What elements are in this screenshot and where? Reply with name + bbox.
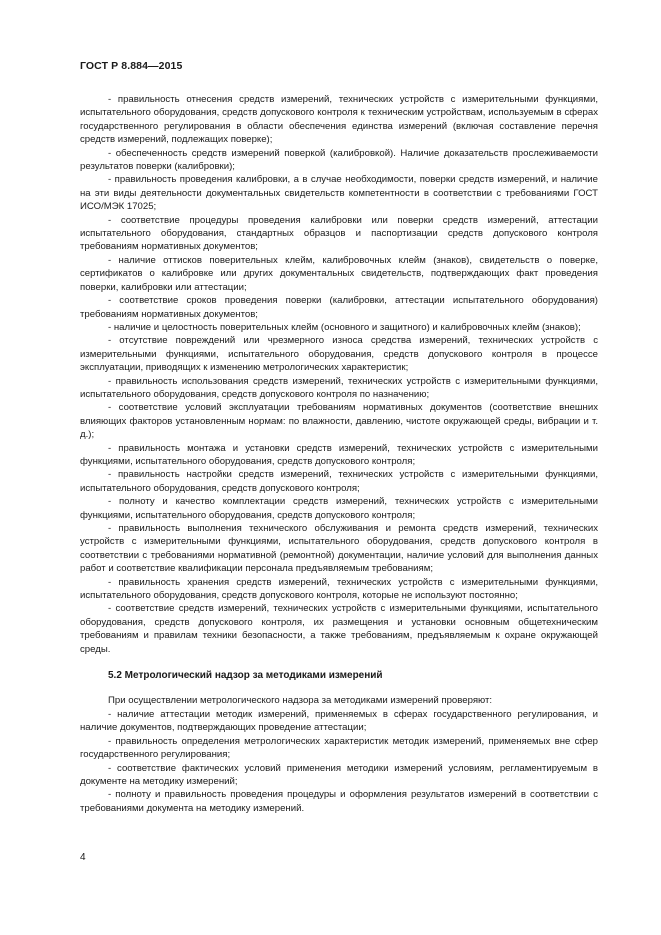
list-item: - наличие и целостность поверительных клейм (основного и защитного) и калибровочных клейм (знаков); (108, 321, 581, 333)
list-item: - соответствие условий эксплуатации требованиям нормативных документов (соответствие внешних влияющих факторов установленным нормам: по влажности, давлению, чистоте окружающей среды, вибрации и т. д.); (80, 402, 598, 441)
list-item: - полноту и правильность проведения процедуры и оформления результатов измерений в соответствии с требованиями документа на методику измерений. (80, 789, 598, 814)
list-item: - правильность монтажа и установки средств измерений, технических устройств с измерительными функциями, испытательного оборудования, средств допускового контроля; (80, 442, 598, 467)
document-body (80, 93, 598, 815)
list-item: - правильность отнесения средств измерений, технических устройств с измерительными функциями, испытательного оборудования, средств допускового контроля к техническим устройствам, используемым в сферах государственного регулирования в области обеспечения единства измерений (включая составление перечня средств измерений, подлежащих поверке); (80, 94, 598, 146)
list-item: - правильность определения метрологических характеристик методик измерений, применяемых вне сфер государственного регулирования; (80, 735, 598, 761)
list-item: - правильность проведения калибровки, а в случае необходимости, поверки средств измерений, и наличие на эти виды деятельности документальных свидетельств компетентности в соответствии с требованиями ГОСТ ИСО/МЭК 17025; (80, 174, 598, 213)
section-intro: При осуществлении метрологического надзора за методиками измерений проверяют: (108, 695, 493, 707)
list-item: - правильность использования средств измерений, технических устройств с измерительными функциями, испытательного оборудования, средств допускового контроля по назначению; (80, 375, 598, 400)
document-code-header: ГОСТ Р 8.884—2015 (80, 60, 183, 72)
list-item: - правильность хранения средств измерений, технических устройств с измерительными функциями, испытательного оборудования, средств допускового контроля, которые не используют постоянно; (80, 576, 598, 602)
list-item: - правильность настройки средств измерений, технических устройств с измерительными функциями, испытательного оборудования, средств допускового контроля; (80, 469, 598, 494)
list-item: - соответствие сроков проведения поверки (калибровки, аттестации испытательного оборудования) требованиям нормативных документов; (80, 295, 598, 320)
page-number: 4 (80, 852, 86, 863)
list-item: - соответствие средств измерений, технических устройств с измерительными функциями, испытательного оборудования, средств допускового контроля, их размещения и установки основным общетехническим требованиям и правилам техники безопасности, а также требованиям, предъявляемым к охране окружающей среды. (80, 603, 598, 655)
list-item: - соответствие фактических условий применения методики измерений условиям, регламентируемым в документе на методику измерений; (80, 762, 598, 787)
list-item: - отсутствие повреждений или чрезмерного износа средства измерений, технических устройств с измерительными функциями, испытательного оборудования, средств допускового контроля в процессе эксплуатации, приводящих к изменению метрологических характеристик; (80, 335, 598, 374)
list-item: - правильность выполнения технического обслуживания и ремонта средств измерений, технических устройств с измерительными функциями, испытательного оборудования, средств допускового контроля в соответствии с требованиями нормативной (ремонтной) документации, наличие условий для выполнения данных работ и соответствие квалификации персонала предъявляемым требованиям; (80, 523, 598, 575)
section-heading: 5.2 Метрологический надзор за методиками измерений (108, 670, 383, 682)
list-item: - наличие аттестации методик измерений, применяемых в сферах государственного регулирования, и наличие документов, подтверждающих проведение аттестации; (80, 708, 598, 734)
list-item: - полноту и качество комплектации средств измерений, технических устройств с измерительными функциями, испытательного оборудования, средств допускового контроля; (80, 496, 598, 521)
list-item: - обеспеченность средств измерений поверкой (калибровкой). Наличие доказательств прослеживаемости результатов поверки (калибровки); (80, 147, 598, 173)
list-item: - соответствие процедуры проведения калибровки или поверки средств измерений, аттестации испытательного оборудования, стандартных образцов и паспортизации средств допускового контроля требованиям нормативных документов; (80, 214, 598, 253)
list-item: - наличие оттисков поверительных клейм, калибровочных клейм (знаков), свидетельств о поверке, сертификатов о калибровке или других документальных свидетельств, подтверждающих факт проведения поверки, калибровки или аттестации; (80, 254, 598, 293)
